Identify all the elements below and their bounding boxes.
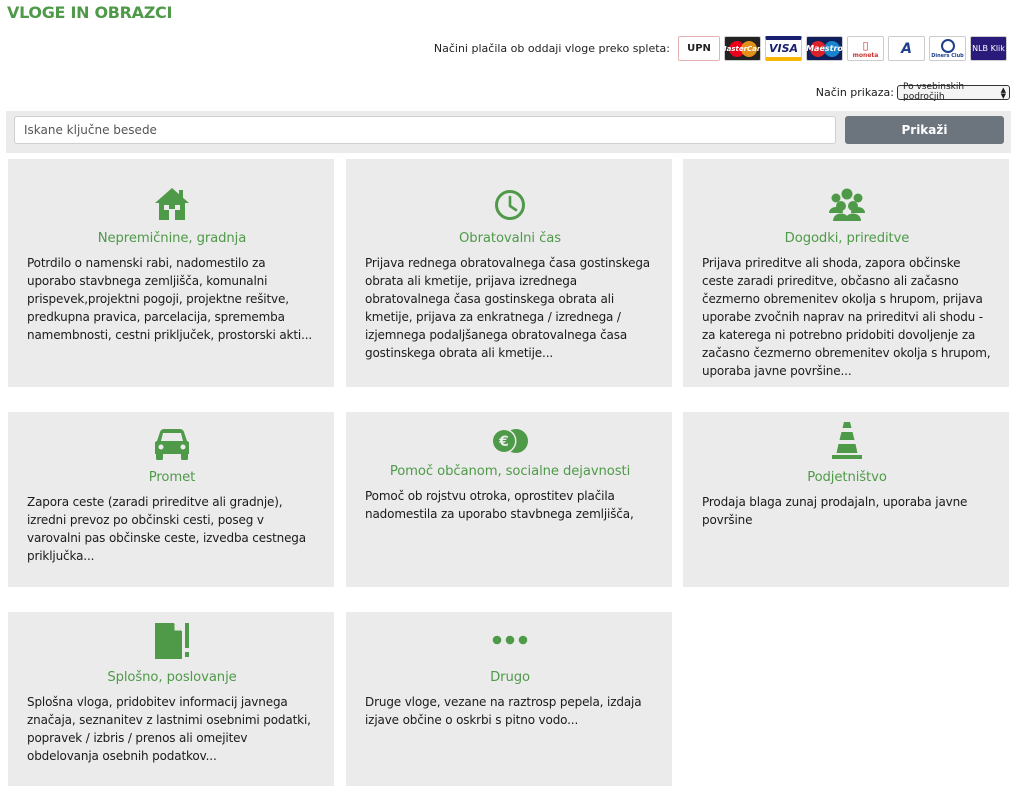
view-mode-label: Način prikaza: bbox=[815, 85, 894, 99]
visa-logo: VISA bbox=[765, 36, 802, 61]
svg-text:€: € bbox=[499, 434, 509, 450]
house-icon bbox=[154, 187, 190, 221]
activa-logo: A bbox=[888, 36, 925, 61]
view-mode-selected: Po vsebinskih področjih bbox=[903, 82, 965, 102]
traffic-cone-icon bbox=[831, 422, 863, 460]
payment-methods bbox=[434, 35, 1007, 62]
category-title: Drugo bbox=[490, 670, 530, 685]
search-button[interactable]: Prikaži bbox=[845, 116, 1004, 144]
clock-icon bbox=[494, 189, 526, 221]
category-title: Podjetništvo bbox=[807, 470, 887, 485]
category-title: Nepremičnine, gradnja bbox=[97, 231, 247, 246]
category-tile-business[interactable] bbox=[683, 412, 1009, 587]
category-description: Prijava rednega obratovalnega časa gostinskega obrata ali kmetije, prijava izrednega obratovalnega časa gostinskega obrata ali kmetije, prijava za enkratnega / izrednega / izjemnega podaljšanega obratovalnega časa gostinskega obrata ali kmetije... bbox=[365, 256, 651, 360]
category-tile-real-estate[interactable] bbox=[8, 159, 334, 387]
category-tile-social[interactable] bbox=[346, 412, 672, 587]
nlb-klik-logo: NLB Klik bbox=[970, 36, 1007, 61]
search-input[interactable] bbox=[14, 116, 836, 144]
category-tile-opening-hours[interactable] bbox=[346, 159, 672, 387]
euro-coins-icon bbox=[491, 428, 529, 454]
category-tile-traffic[interactable] bbox=[8, 412, 334, 587]
diners-club-logo: Diners Club bbox=[929, 36, 966, 61]
category-tile-general[interactable] bbox=[8, 612, 334, 786]
mastercard-logo: MasterCard bbox=[724, 36, 761, 61]
category-description: Druge vloge, vezane na raztrosp pepela, izdaja izjave občine o oskrbi s pitno vodo... bbox=[365, 695, 642, 727]
view-mode bbox=[816, 84, 1010, 100]
payments-label: Načini plačila ob oddaji vloge preko spleta: bbox=[433, 42, 670, 55]
select-arrows-icon: ▲ ▼ bbox=[1000, 85, 1006, 100]
ellipsis-icon bbox=[492, 635, 528, 645]
category-description: Splošna vloga, pridobitev informacij javnega značaja, seznanitev z lastnimi osebnimi podatki, popravek / izbris / prenos ali omejitev obdelovanja osebnih podatkov... bbox=[27, 695, 311, 763]
moneta-logo: ▯ moneta bbox=[847, 36, 884, 61]
category-tile-events[interactable] bbox=[683, 159, 1009, 387]
car-icon bbox=[154, 428, 190, 460]
category-title: Pomoč občanom, socialne dejavnosti bbox=[389, 464, 631, 479]
page-title: VLOGE IN OBRAZCI bbox=[7, 3, 173, 22]
people-icon bbox=[827, 187, 867, 221]
category-title: Promet bbox=[148, 470, 196, 485]
category-title: Obratovalni čas bbox=[459, 231, 561, 246]
category-title: Splošno, poslovanje bbox=[107, 670, 237, 685]
category-tile-other[interactable] bbox=[346, 612, 672, 786]
upn-logo: UPN bbox=[678, 36, 720, 61]
category-description: Prodaja blaga zunaj prodajaln, uporaba javne površine bbox=[702, 495, 968, 527]
document-icon bbox=[154, 622, 190, 660]
maestro-logo: Maestro bbox=[806, 36, 843, 61]
category-description: Potrdilo o namenski rabi, nadomestilo za uporabo stavbnega zemljišča, komunalni prispevek,projektni pogoji, projektne rešitve, predkupna pravica, parcelacija, sprememba namembnosti, cestni priključek, prostorski akti... bbox=[27, 256, 313, 342]
view-mode-select[interactable] bbox=[897, 82, 1010, 102]
category-description: Pomoč ob rojstvu otroka, oprostitev plačila nadomestila za uporabo stavbnega zemljišča, bbox=[365, 489, 634, 521]
category-title: Dogodki, prireditve bbox=[784, 231, 910, 246]
search-bar bbox=[6, 111, 1011, 153]
category-description: Zapora ceste (zaradi prireditve ali gradnje), izredni prevoz po občinski cesti, poseg v varovalni pas občinske ceste, izvedba cestnega priključka... bbox=[27, 495, 306, 563]
category-description: Prijava prireditve ali shoda, zapora občinske ceste zaradi prireditve, občasno ali začasno čezmerno obremenitev okolja s hrupom, prijava uporabe zvočnih naprav na prireditvi ali shodu - za katerega ni potrebno pridobiti dovoljenje za začasno čezmerno obremenitev okolja s hrupom, uporaba javne površine... bbox=[702, 256, 991, 378]
